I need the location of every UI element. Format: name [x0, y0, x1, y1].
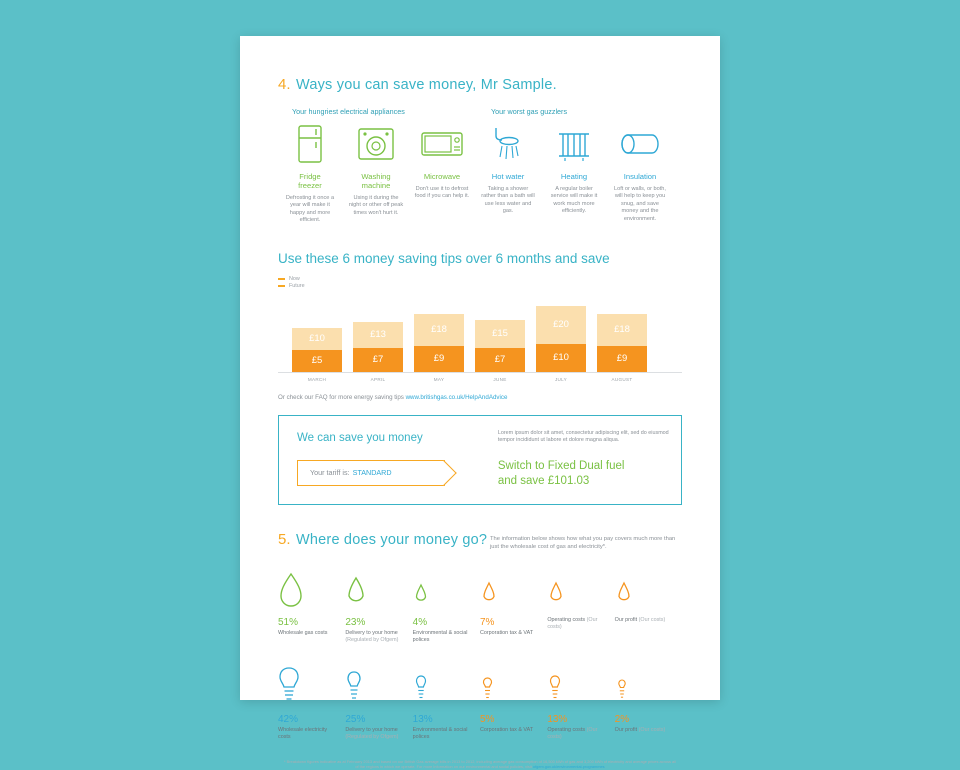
- section-5-header: [278, 531, 682, 551]
- save-panel-left: [279, 416, 494, 504]
- appliance-name: Heating: [560, 172, 588, 181]
- appliance-fridge-freezer: [278, 122, 342, 225]
- breakdown-item: [480, 662, 546, 741]
- gas-flame-icon: [345, 565, 411, 611]
- legend-item-future: [278, 283, 682, 290]
- bar-now-value: £18: [414, 314, 464, 346]
- breakdown-percent: 42%: [278, 713, 299, 725]
- chart-bar: [536, 306, 586, 372]
- light-bulb-icon: [413, 662, 479, 708]
- breakdown-item: [345, 662, 411, 741]
- hot-water-icon: [476, 122, 540, 166]
- footnote: [278, 759, 682, 770]
- gas-breakdown-row: [278, 565, 682, 644]
- breakdown-percent: 23%: [345, 616, 366, 628]
- breakdown-label: Corporation tax & VAT: [479, 629, 534, 636]
- savings-bar-chart: [278, 300, 682, 373]
- save-panel-right: [494, 416, 681, 504]
- section-4-header: [278, 76, 682, 93]
- appliance-name: Hot water: [491, 172, 525, 181]
- electrical-appliances-heading: Your hungriest electrical appliances: [292, 107, 405, 116]
- bar-now-value: £20: [536, 306, 586, 344]
- x-tick-label: JULY: [554, 376, 568, 382]
- bar-now-value: £15: [475, 320, 525, 348]
- x-tick-label: MAY: [433, 376, 445, 382]
- appliance-column-headers: [278, 107, 682, 116]
- chart-legend: [278, 276, 682, 290]
- legend-label-future: Future: [289, 283, 305, 290]
- breakdown-label: [615, 727, 681, 734]
- tariff-value: STANDARD: [352, 468, 392, 478]
- x-tick-label: MARCH: [307, 376, 327, 382]
- breakdown-label: [547, 727, 613, 741]
- breakdown-item: [615, 662, 681, 741]
- faq-link[interactable]: www.britishgas.co.uk/HelpAndAdvice: [405, 393, 508, 401]
- breakdown-label: [345, 727, 411, 741]
- breakdown-label-muted: (Our costs): [547, 726, 598, 740]
- appliance-name: Washing machine: [361, 172, 391, 190]
- gas-flame-icon: [278, 565, 344, 611]
- legend-item-now: [278, 276, 682, 283]
- breakdown-item: [615, 565, 681, 644]
- microwave-icon: [410, 122, 474, 166]
- bar-future-value: £7: [353, 348, 403, 372]
- bar-now-value: £10: [292, 328, 342, 350]
- appliance-desc: Loft or walls, or both, will help to keep you snug, and save money and the environment.: [614, 186, 666, 222]
- section-5-note: The information below shows how what you pay covers much more than just the wholesale cost of gas and electricity*.: [490, 535, 676, 550]
- appliance-name: Microwave: [423, 172, 461, 181]
- appliance-desc: Taking a shower rather than a bath will use less water and gas.: [481, 186, 535, 215]
- chart-x-axis: [278, 377, 682, 382]
- breakdown-item: [278, 565, 344, 644]
- appliance-heating: [542, 122, 606, 225]
- breakdown-label-muted: (Regulated by Ofgem): [345, 636, 399, 643]
- light-bulb-icon: [345, 662, 411, 708]
- breakdown-label-main: Operating costs: [547, 726, 587, 733]
- appliance-hot-water: [476, 122, 540, 225]
- insulation-icon: [608, 122, 672, 166]
- save-money-panel: [278, 415, 682, 505]
- gas-flame-icon: [480, 565, 546, 611]
- breakdown-item: [480, 565, 546, 644]
- legend-label-now: Now: [289, 276, 300, 283]
- faq-text: Or check our FAQ for more energy saving tips: [278, 393, 406, 401]
- breakdown-item: [345, 565, 411, 644]
- breakdown-label-muted: (Our costs): [547, 616, 598, 630]
- footnote-text: * Breakdown figures indicative as at February 2013 and based on our British Gas average bills in 2013 to 2012, including average gas consumption of 16,500 kWh of gas and 3,200 kWh of electricity and average prices across all of the regions in which we operate. For more information on our environmental and social policies, visit: [284, 758, 676, 770]
- breakdown-label-muted: (Regulated by Ofgem): [345, 733, 399, 740]
- current-tariff-badge: [297, 460, 445, 486]
- light-bulb-icon: [278, 662, 344, 708]
- appliance-desc: Don't use it to defrost food if you can help it.: [414, 186, 470, 200]
- breakdown-label-main: Delivery to your home: [345, 629, 398, 636]
- cost-breakdown: [278, 565, 682, 741]
- save-panel-heading: We can save you money: [297, 431, 423, 444]
- gas-flame-icon: [413, 565, 479, 611]
- switch-offer: [498, 459, 681, 489]
- bar-future-value: £10: [536, 344, 586, 372]
- chart-bar: [414, 314, 464, 372]
- breakdown-label-muted: (Our costs): [638, 616, 666, 623]
- appliance-desc: Defrosting it once a year will make it happy and more efficient.: [285, 195, 335, 224]
- chart-bar: [353, 322, 403, 372]
- appliance-insulation: [608, 122, 672, 225]
- breakdown-percent: 25%: [345, 713, 366, 725]
- legend-swatch-future-icon: [278, 285, 285, 288]
- statement-page: [240, 36, 720, 770]
- breakdown-label: Corporation tax & VAT: [479, 726, 534, 733]
- breakdown-label: [547, 617, 613, 631]
- breakdown-percent: 4%: [412, 616, 428, 628]
- page-content: [278, 36, 682, 770]
- chart-bar: [292, 328, 342, 372]
- breakdown-label: Wholesale electricity costs: [278, 726, 328, 740]
- bar-future-value: £7: [475, 348, 525, 372]
- section-5-title-group: [278, 531, 490, 548]
- light-bulb-icon: [615, 662, 681, 708]
- gas-guzzlers-heading: Your worst gas guzzlers: [491, 107, 568, 116]
- breakdown-label-main: Our profit: [614, 726, 639, 733]
- washing-machine-icon: [344, 122, 408, 166]
- light-bulb-icon: [547, 662, 613, 708]
- breakdown-item: [413, 565, 479, 644]
- breakdown-label-main: Our profit: [614, 616, 639, 623]
- bar-future-value: £9: [597, 346, 647, 372]
- appliance-washing-machine: [344, 122, 408, 225]
- bar-future-value: £9: [414, 346, 464, 372]
- savings-chart-title: Use these 6 money saving tips over 6 months and save: [278, 250, 610, 266]
- appliance-list: [278, 122, 682, 225]
- breakdown-percent: 51%: [278, 616, 299, 628]
- breakdown-percent: 13%: [412, 713, 433, 725]
- breakdown-label: Environmental & social polices: [412, 726, 468, 740]
- breakdown-label: [345, 630, 411, 644]
- section-5-title: Where does your money go?: [296, 531, 488, 548]
- bar-now-value: £13: [353, 322, 403, 348]
- switch-offer-line1: Switch to Fixed Dual fuel: [497, 459, 625, 472]
- bar-future-value: £5: [292, 350, 342, 372]
- breakdown-percent: 7%: [479, 616, 495, 628]
- x-tick-label: APRIL: [370, 376, 386, 382]
- breakdown-label: Environmental & social polices: [412, 629, 468, 643]
- save-panel-body-text: Lorem ipsum dolor sit amet, consectetur adipiscing elit, sed do eiusmod tempor incididunt ut labore et dolore magna aliqua.: [497, 429, 669, 444]
- x-tick-label: AUGUST: [611, 376, 633, 382]
- appliance-desc: Using it during the night or other off peak times won't hurt it.: [348, 195, 404, 216]
- breakdown-label: [615, 617, 681, 624]
- electricity-breakdown-row: [278, 662, 682, 741]
- appliance-name: Insulation: [623, 172, 657, 181]
- tariff-label: Your tariff is:: [310, 468, 350, 478]
- footnote-link[interactable]: ofgem.gov.uk/environmental-programmes: [532, 764, 605, 770]
- appliance-desc: A regular boiler service will make it work much more efficiently.: [550, 186, 598, 215]
- breakdown-item: [413, 662, 479, 741]
- breakdown-label-muted: (Our costs): [638, 726, 666, 733]
- breakdown-item: [547, 662, 613, 741]
- breakdown-percent: 13%: [547, 713, 568, 725]
- switch-offer-line2: and save £101.03: [497, 474, 590, 487]
- fridge-freezer-icon: [278, 122, 342, 166]
- light-bulb-icon: [480, 662, 546, 708]
- chart-bar: [597, 314, 647, 372]
- heating-radiator-icon: [542, 122, 606, 166]
- bar-now-value: £18: [597, 314, 647, 346]
- faq-line: [278, 394, 682, 401]
- section-5-number: 5.: [278, 530, 291, 548]
- breakdown-label-main: Operating costs: [547, 616, 587, 623]
- breakdown-percent: 2%: [614, 713, 630, 725]
- appliance-name: Fridge freezer: [298, 172, 322, 190]
- breakdown-label: Wholesale gas costs: [278, 629, 328, 636]
- gas-flame-icon: [547, 565, 613, 611]
- breakdown-item: [547, 565, 613, 644]
- legend-swatch-now-icon: [278, 278, 285, 281]
- breakdown-label-main: Delivery to your home: [345, 726, 398, 733]
- section-4-number: 4.: [278, 76, 291, 93]
- appliance-microwave: [410, 122, 474, 225]
- breakdown-percent: 5%: [479, 713, 495, 725]
- x-tick-label: JUNE: [493, 376, 507, 382]
- section-4-title: Ways you can save money, Mr Sample.: [296, 77, 557, 93]
- breakdown-item: [278, 662, 344, 741]
- chart-bar: [475, 320, 525, 372]
- gas-flame-icon: [615, 565, 681, 611]
